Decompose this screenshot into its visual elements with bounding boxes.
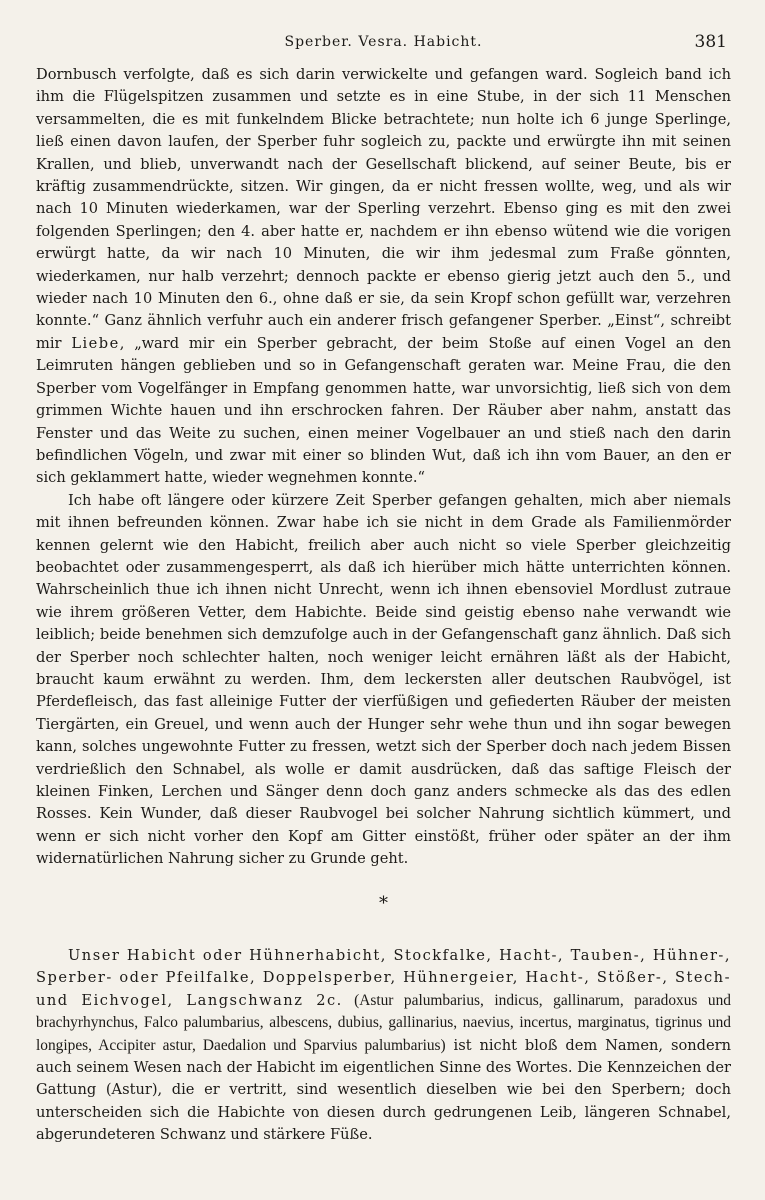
paragraph-habicht-intro [36, 945, 731, 1147]
page-body [36, 64, 731, 1147]
paragraph-continued [36, 64, 731, 490]
paragraph-text: Dornbusch verfolgte, daß es sich darin verwickelte und gefangen ward. Sogleich band ich ihm die Flügelspitzen zusammen und setzte es in eine Stube, in der sich 11 Menschen versammelten, die es mit funkelndem Blicke betrachtete; nun holte ich 6 junge Sperlinge, ließ einen davon laufen, der Sperber fuhr sogleich zu, packte und erwürgte ihn mit seinen Krallen, und blieb, unverwandt nach der Gesellschaft blickend, auf seiner Beute, bis er kräftig zusammendrückte, sitzen. Wir gingen, da er nicht fressen wollte, weg, und als wir nach 10 Minuten wiederkamen, war der Sperling verzehrt. Ebenso ging es mit den zwei folgenden Sperlingen; den 4. aber hatte er, nachdem er ihn ebenso wütend wie die vorigen erwürgt hatte, da wir nach 10 Minuten, die wir ihm jedesmal zum Fraße gönnten, wiederkamen, nur halb verzehrt; dennoch packte er ebenso gierig jetzt auch den 5., und wieder nach 10 Minuten den 6., ohne daß er sie, da sein Kropf schon gefüllt war, verzehren konnte.“ Ganz ähnlich verfuhr auch ein anderer frisch gefangener Sperber. „Einst“, schreibt mir [36, 66, 731, 352]
paragraph-habicht-rest: ist nicht bloß dem Namen, sondern auch seinem Wesen nach der Habicht im eigentlichen Sinne des Wortes. Die Kennzeichen der Gattung (Astur), die er vertritt, sind wesentlich dieselben wie bei den Sperbern; doch unterscheiden sich die Habichte von diesen durch gedrungenen Leib, längeren Schnabel, abgerundeteren Schwanz und stärkere Füße. [36, 1036, 731, 1144]
latin-names: (Astur palumbarius, indicus, gallinarum, paradoxus und brachyrhynchus, Falco palumbarius, albescens, dubius, gallinarius, naevius, incertus, marginatus, tigrinus und longipes, Accipiter astur, Daedalion und Sparvius palumbarius) [36, 991, 731, 1054]
section-separator: * [379, 892, 388, 914]
paragraph-sperber-captivity: Ich habe oft längere oder kürzere Zeit Sperber gefangen gehalten, mich aber niemals mit ihnen befreunden können. Zwar habe ich sie nicht in dem Grade als Familienmörder kennen gelernt wie den Habicht, freilich aber auch nicht so viele Sperber gleichzeitig beobachtet oder zusammengesperrt, als daß ich hierüber mich hätte unterrichten können. Wahrscheinlich thue ich ihnen nicht Unrecht, wenn ich ihnen ebensoviel Mordlust zutraue wie ihrem größeren Vetter, dem Habichte. Beide sind geistig ebenso nahe verwandt wie leiblich; beide benehmen sich demzufolge auch in der Gefangenschaft ganz ähnlich. Daß sich der Sperber noch schlechter halten, noch weniger leicht ernähren läßt als der Habicht, braucht kaum erwähnt zu werden. Ihm, dem leckersten aller deutschen Raubvögel, ist Pferdefleisch, das fast alleinige Futter der vierfüßigen und gefiederten Räuber der meisten Tiergärten, ein Greuel, und wenn auch der Hunger sehr wehe thun und ihn sogar bewegen kann, solches ungewohnte Futter zu fressen, wetzt sich der Sperber doch nach jedem Bissen verdrießlich den Schnabel, als wolle er damit ausdrücken, daß das saftige Fleisch der kleinen Finken, Lerchen und Sänger denn doch ganz anders schmecke als das des edlen Rosses. Kein Wunder, daß dieser Raubvogel bei solcher Nahrung sichtlich kümmert, und wenn er sich nicht vorher den Kopf am Gitter einstößt, früher oder später an der ihm widernatürlichen Nahrung sicher zu Grunde geht. [36, 491, 731, 868]
page-number: 381 [694, 32, 727, 52]
paragraph-text-rest: , „ward mir ein Sperber gebracht, der beim Stoße auf einen Vogel an den Leimruten hängen geblieben und so in Gefangenschaft geraten war. Meine Frau, die den Sperber vom Vogelfänger in Empfang genommen hatte, war unvorsichtig, ließ sich von dem grimmen Wichte hauen und ihn erschrocken fahren. Der Räuber aber nahm, anstatt das Fenster und das Weite zu suchen, einen meiner Vogelbauer an und stieß nach den darin befindlichen Vögeln, und zwar mit einer so blinden Wut, daß ich ihn vom Bauer, an den er sich geklammert hatte, wieder wegnehmen konnte.“ [36, 334, 731, 487]
person-name-liebe: Liebe [71, 334, 120, 352]
running-head [36, 28, 731, 54]
common-names: Unser Habicht oder Hühnerhabicht, Stockfalke, Hacht-, Tauben-, Hühner-, Sperber- oder Pfeilfalke, Doppelsperber, Hühnergeier, Hacht-, Stößer-, Stech- und Eichvogel, Langschwanz 2c. [36, 947, 731, 1009]
running-title: Sperber. Vesra. Habicht. [284, 34, 483, 50]
